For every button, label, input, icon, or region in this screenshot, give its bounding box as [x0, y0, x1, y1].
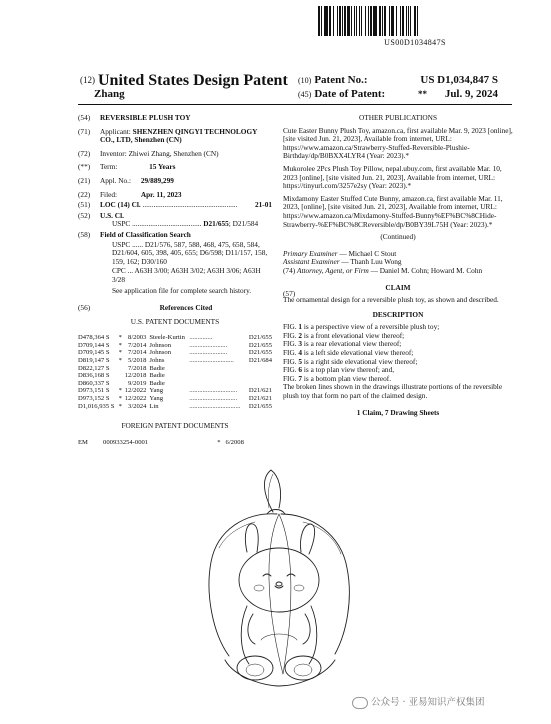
loc-value: 21-01	[254, 200, 272, 210]
table-row	[78, 403, 272, 411]
us-doc-num: D709,144 S	[78, 341, 110, 349]
filed-code: (22)	[78, 189, 91, 199]
broken-lines-note: The broken lines shown in the drawings illustrate portions of the reversible plush toy that form no part of the claimed design.	[283, 382, 503, 401]
us-doc-dots: .............................	[189, 395, 238, 403]
refs-code: (56)	[78, 303, 91, 313]
field-cpc: CPC ... A63H 3/00; A63H 3/02; A63H 3/06; A63H 3/28	[112, 266, 261, 284]
document-type: United States Design Patent	[98, 72, 288, 89]
us-doc-cls: D21/655	[248, 334, 272, 342]
date-value: Jul. 9, 2024	[444, 88, 498, 100]
us-doc-name: Steele-Kurtin	[149, 334, 185, 342]
plush-toy-drawing	[195, 464, 365, 714]
description-label: DESCRIPTION	[372, 309, 424, 319]
us-doc-name: Yang	[149, 387, 163, 395]
us-doc-dots: .......................	[189, 349, 228, 357]
us-doc-num: D973,151 S	[78, 387, 110, 395]
us-doc-num: D1,016,935 S	[78, 402, 115, 410]
us-doc-num: D819,147 S	[78, 357, 110, 365]
uspc-row	[78, 220, 272, 229]
us-doc-name: Yang	[149, 395, 163, 403]
us-doc-cls	[246, 372, 272, 380]
patent-no-value: US D1,034,847 S	[420, 74, 498, 86]
loc-label: LOC (14) Cl.	[100, 200, 141, 210]
fig-pre: FIG.	[283, 365, 299, 375]
us-doc-star: *	[118, 387, 122, 395]
table-row	[78, 342, 272, 350]
fig-num: 3	[298, 339, 303, 349]
uspc-dots: ......................................	[132, 219, 202, 229]
us-doc-name: Johns	[149, 357, 165, 365]
uscl-code: (52)	[78, 210, 91, 220]
applicant-code: (71)	[78, 126, 91, 136]
filed-label: Filed:	[100, 189, 118, 199]
loc-code: (51)	[78, 200, 91, 210]
uscl-label: U.S. Cl.	[100, 210, 124, 220]
continued-label: (Continued)	[380, 232, 416, 242]
primary-examiner-value: — Michael C Stout	[339, 248, 397, 258]
fig-num: 2	[298, 330, 303, 340]
invention-title: REVERSIBLE PLUSH TOY	[100, 113, 191, 122]
us-doc-cls: D21/684	[248, 357, 272, 365]
us-doc-num: D973,152 S	[78, 395, 110, 403]
us-doc-name: Lin	[149, 402, 159, 410]
refs-row	[78, 304, 272, 313]
fig-num: 7	[298, 373, 303, 383]
table-row	[78, 380, 272, 388]
us-doc-date: 9/2019	[128, 379, 147, 387]
publication-entry: Mukorolee 2Pcs Plush Toy Pillow, nepal.ubuy.com, first available Mar. 10, 2023 [online], [site visited Jun. 21, 2023], Available from internet, URL: https://tinyurl.com/3257e2sy (Year: 2023).*	[283, 163, 502, 191]
loc-row	[78, 201, 272, 210]
primary-examiner-label: Primary Examiner	[283, 248, 338, 258]
us-doc-dots: .......................	[189, 341, 228, 349]
fig-num: 1	[298, 322, 303, 332]
refs-label: References Cited	[159, 303, 213, 313]
us-doc-dots	[189, 380, 246, 388]
applicant-value: SHENZHEN QINGYI TECHNOLOGY CO., LTD, Shenzhen (CN)	[100, 126, 258, 145]
us-doc-dots: ...........................	[189, 357, 234, 365]
claim-label: CLAIM	[385, 282, 411, 292]
foreign-doc-date: 6/2008	[225, 438, 244, 446]
fig-num: 4	[298, 348, 303, 358]
term-label: Term:	[100, 162, 118, 172]
us-doc-date: 7/2014	[128, 349, 147, 357]
table-row	[78, 372, 272, 380]
foreign-doc-star: *	[217, 438, 221, 446]
header-rule	[78, 104, 512, 105]
table-row	[78, 357, 272, 365]
title-tag: (12)	[80, 75, 95, 85]
patent-no-tag: (10)	[298, 76, 312, 85]
fig-pre: FIG.	[283, 330, 299, 340]
title-code: (54)	[78, 113, 91, 122]
table-row	[78, 334, 272, 342]
date-label: Date of Patent:	[314, 88, 386, 100]
figure-descriptions	[283, 323, 513, 383]
us-doc-name: Badie	[149, 364, 165, 372]
fig-post: is a left side elevational view thereof;	[302, 348, 414, 358]
wechat-icon	[352, 697, 368, 709]
applicant-label: Applicant:	[100, 126, 131, 136]
fig-pre: FIG.	[283, 348, 299, 358]
table-row	[78, 349, 272, 357]
patent-no-label: Patent No.:	[314, 74, 368, 86]
claim-section	[283, 284, 513, 305]
attorney-code: (74)	[283, 265, 296, 275]
fig-pre: FIG.	[283, 373, 299, 383]
inventor-code: (72)	[78, 148, 91, 158]
us-doc-name: Johnson	[149, 341, 171, 349]
left-column	[78, 114, 272, 446]
table-row	[78, 439, 272, 447]
uspc-label: USPC	[112, 219, 131, 229]
appl-value: 29/889,299	[140, 175, 174, 185]
assistant-examiner-value: — Thanh Luu Wong	[341, 257, 402, 267]
loc-dots: ....................................................	[142, 200, 238, 210]
us-doc-cls: D21/655	[248, 349, 272, 357]
us-doc-date: 12/2022	[124, 387, 147, 395]
watermark-text: 公众号 · 亚易知识产权集团	[371, 697, 485, 708]
us-docs-label: U.S. PATENT DOCUMENTS	[130, 316, 220, 326]
filed-row	[78, 191, 272, 200]
foreign-patent-documents-table	[78, 439, 272, 447]
patent-number-line	[298, 74, 498, 86]
us-doc-date: 12/2018	[124, 372, 147, 380]
foreign-docs-label: FOREIGN PATENT DOCUMENTS	[121, 421, 229, 431]
appl-label: Appl. No.:	[100, 175, 132, 185]
us-doc-num: D822,127 S	[78, 364, 110, 372]
us-doc-date: 7/2018	[128, 364, 147, 372]
claim-code: (57)	[283, 288, 296, 298]
uspc-value-main: D21/655	[203, 219, 229, 229]
us-doc-name: Badie	[149, 372, 165, 380]
us-doc-cls: D21/655	[248, 341, 272, 349]
us-doc-star: *	[118, 402, 122, 410]
attorney-value: — Daniel M. Cohn; Howard M. Cohn	[370, 265, 483, 275]
inventor-row	[78, 150, 272, 159]
us-doc-num: D836,168 S	[78, 372, 110, 380]
us-doc-star: *	[118, 341, 122, 349]
us-doc-star: *	[118, 334, 122, 342]
us-doc-cls	[246, 380, 272, 388]
field-code: (58)	[78, 229, 91, 239]
us-doc-cls	[246, 365, 272, 373]
us-doc-dots: .............................	[189, 387, 238, 395]
attorney-row	[283, 267, 513, 276]
us-doc-date: 12/2022	[124, 395, 147, 403]
us-doc-dots: ...............................	[189, 402, 241, 410]
appl-row	[78, 177, 272, 186]
claim-text: The ornamental design for a reversible plush toy, as shown and described.	[283, 295, 499, 305]
us-doc-star: *	[118, 357, 122, 365]
filed-value: Apr. 11, 2023	[140, 189, 182, 199]
watermark	[352, 694, 485, 709]
field-label: Field of Classification Search	[100, 229, 191, 239]
fig-num: 5	[298, 356, 303, 366]
us-doc-name: Badie	[149, 379, 165, 387]
date-stars: **	[418, 89, 427, 99]
us-doc-num: D478,364 S	[78, 334, 110, 342]
inventor-label: Inventor:	[100, 148, 127, 158]
other-publications-label: OTHER PUBLICATIONS	[358, 113, 438, 122]
table-row	[78, 387, 272, 395]
applicant-row	[78, 128, 272, 145]
fig-post: is a rear elevational view thereof;	[302, 339, 402, 349]
field-note: See application file for complete search history.	[112, 285, 252, 295]
us-doc-name: Johnson	[149, 349, 171, 357]
publication-entry: Cute Easter Bunny Plush Toy, amazon.ca, first available Mar. 9, 2023 [online], [site visited Jun. 21, 2023], Available from internet, URL: https://www.amazon.ca/Strawberry-Stuffed-Reversible-Plushie-Birthday/dp/B0BXX4LYR4 (Year: 2023).*	[283, 125, 513, 161]
fig-post: is a right side elevational view thereof;	[302, 356, 418, 366]
us-doc-dots	[189, 372, 246, 380]
other-publications-list	[283, 127, 513, 230]
fig-post: is a front elevational view thereof;	[302, 330, 405, 340]
us-doc-date: 3/2024	[128, 402, 147, 410]
fig-pre: FIG.	[283, 356, 299, 366]
us-doc-star: *	[118, 395, 122, 403]
us-doc-star: *	[118, 349, 122, 357]
claims-sheets-count: 1 Claim, 7 Drawing Sheets	[356, 407, 440, 417]
term-code: (**)	[78, 162, 91, 172]
table-row	[78, 395, 272, 403]
inventor-short: Zhang	[94, 88, 125, 100]
us-doc-date: 5/2018	[128, 357, 147, 365]
fig-post: is a bottom plan view thereof.	[302, 373, 392, 383]
us-doc-cls: D21/621	[248, 387, 272, 395]
term-row	[78, 163, 272, 172]
fig-post: is a top plan view thereof; and,	[302, 365, 395, 375]
us-doc-date: 8/2003	[128, 334, 147, 342]
attorney-label: Attorney, Agent, or Firm	[297, 265, 369, 275]
us-patent-documents-table	[78, 334, 272, 410]
title-row	[78, 114, 272, 123]
inventor-value: Zhiwei Zhang, Shenzhen (CN)	[128, 148, 219, 158]
right-column	[283, 114, 513, 417]
term-value: 15 Years	[149, 162, 176, 172]
barcode	[318, 6, 512, 36]
foreign-doc-num: 000933254-0001	[103, 438, 149, 446]
us-doc-dots	[189, 365, 246, 373]
uspc-value-rest: ; D21/584	[228, 219, 259, 229]
fig-num: 6	[298, 365, 303, 375]
publication-entry: Mixdamony Easter Stuffed Cute Bunny, amazon.ca, first available Mar. 11, 2023, [online], [site visited Jun. 21, 2023], Available from internet, URL: https://www.amazon.ca/Mixdamony-Stuffed-Bunny%EF%BC%8CHide-Strawberry-%EF%BC%8CReversible/dp/B0BY39L75H (Year: 2023).*	[283, 193, 503, 229]
us-doc-num: D709,145 S	[78, 349, 110, 357]
us-doc-cls: D21/655	[248, 402, 272, 410]
fig-pre: FIG.	[283, 322, 299, 332]
fig-pre: FIG.	[283, 339, 299, 349]
field-row	[78, 231, 272, 240]
appl-code: (21)	[78, 175, 91, 185]
barcode-number: US00D1034847S	[384, 38, 446, 47]
fig-post: is a perspective view of a reversible plush toy;	[302, 322, 440, 332]
us-doc-cls: D21/621	[248, 395, 272, 403]
us-doc-num: D860,337 S	[78, 379, 110, 387]
foreign-doc-country: EM	[78, 438, 88, 446]
us-doc-dots: ..............	[189, 334, 213, 342]
table-row	[78, 365, 272, 373]
barcode-bar	[418, 6, 419, 36]
date-tag: (45)	[298, 90, 312, 99]
field-uspc: USPC ...... D21/576, 587, 588, 468, 475, 658, 584, D21/604, 605, 398, 405, 655; D6/598; D11/157, 158, 159, 162; D30/160	[112, 239, 268, 266]
date-line	[298, 88, 498, 100]
assistant-examiner-label: Assistant Examiner	[283, 257, 340, 267]
us-doc-date: 7/2014	[128, 341, 147, 349]
